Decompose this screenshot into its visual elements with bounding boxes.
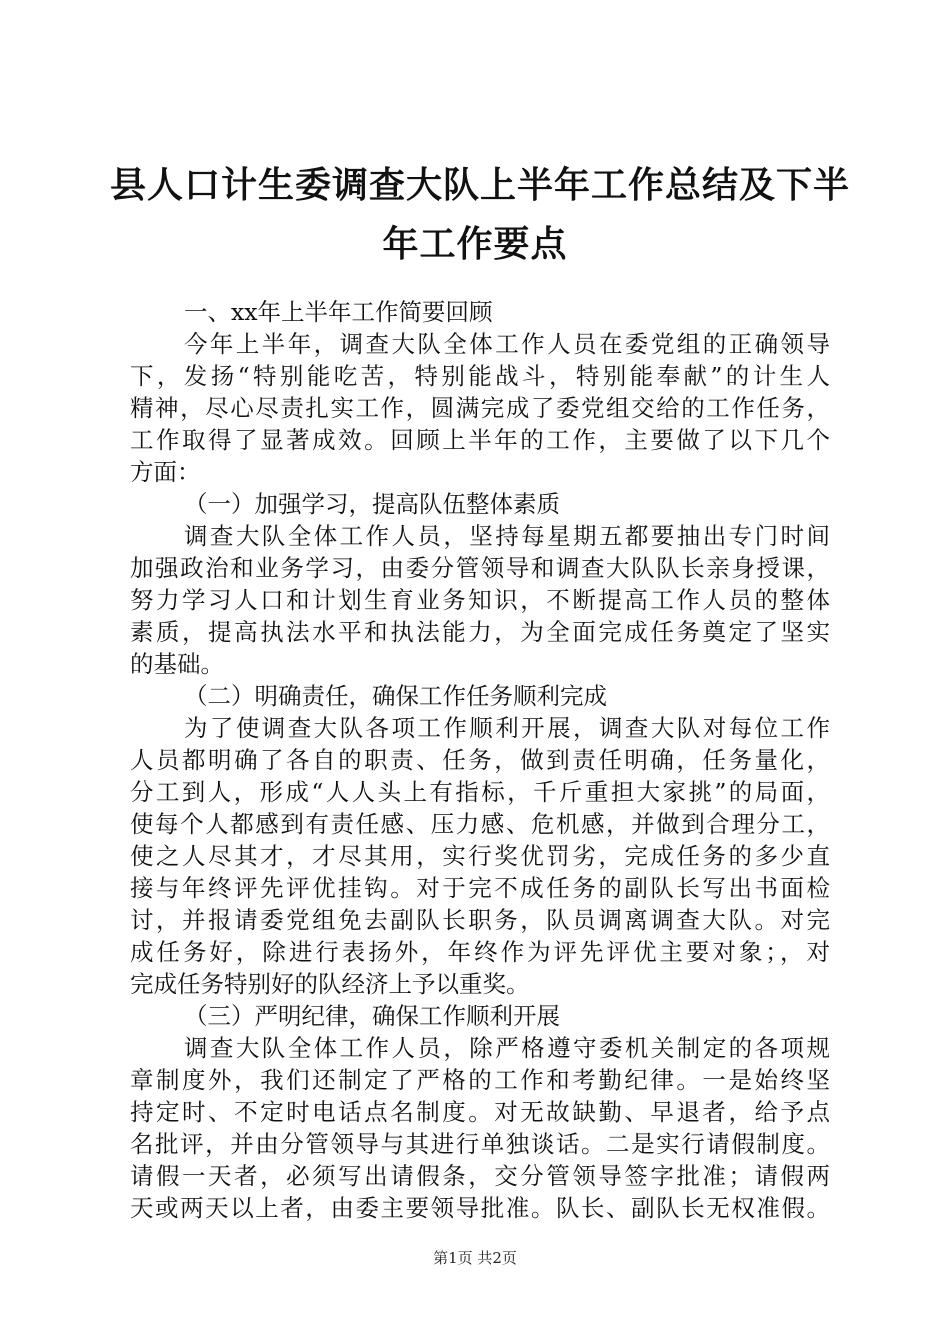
paragraph-line: 天或两天以上者，由委主要领导批准。队长、副队长无权准假。 — [130, 1194, 830, 1222]
paragraph-line: 持定时、不定时电话点名制度。对无故缺勤、早退者，给予点 — [130, 1098, 830, 1126]
paragraph-line: 成任务好，除进行表扬外，年终作为评先评优主要对象；，对 — [130, 938, 830, 966]
document-title-line-2: 年工作要点 — [382, 223, 568, 265]
paragraph-line: 请假一天者，必须写出请假条，交分管领导签字批准；请假两 — [130, 1162, 830, 1190]
paragraph-line: 人员都明确了各自的职责、任务，做到责任明确，任务量化， — [130, 746, 830, 774]
paragraph-line: 名批评，并由分管领导与其进行单独谈话。二是实行请假制度。 — [130, 1130, 830, 1158]
subsection-heading: （一）加强学习，提高队伍整体素质 — [184, 490, 560, 518]
paragraph-line: 方面： — [130, 458, 201, 486]
subsection-heading: （三）严明纪律，确保工作顺利开展 — [184, 1002, 560, 1030]
paragraph-line: 使每个人都感到有责任感、压力感、危机感，并做到合理分工， — [130, 810, 830, 838]
paragraph-line: 为了使调查大队各项工作顺利开展，调查大队对每位工作 — [184, 714, 830, 742]
document-body — [130, 296, 830, 1224]
document-title-line-1: 县人口计生委调查大队上半年工作总结及下半 — [110, 164, 851, 206]
paragraph-line: 的基础。 — [130, 650, 224, 678]
paragraph-line: 章制度外，我们还制定了严格的工作和考勤纪律。一是始终坚 — [130, 1066, 830, 1094]
section-heading: 一、xx年上半年工作简要回顾 — [184, 298, 493, 326]
paragraph-line: 使之人尽其才，才尽其用，实行奖优罚劣，完成任务的多少直 — [130, 842, 830, 870]
paragraph-line: 完成任务特别好的队经济上予以重奖。 — [130, 970, 530, 998]
paragraph-line: 素质，提高执法水平和执法能力，为全面完成任务奠定了坚实 — [130, 618, 830, 646]
subsection-heading: （二）明确责任，确保工作任务顺利完成 — [184, 682, 607, 710]
paragraph-line: 努力学习人口和计划生育业务知识，不断提高工作人员的整体 — [130, 586, 830, 614]
paragraph-line: 讨，并报请委党组免去副队长职务，队员调离调查大队。对完 — [130, 906, 830, 934]
paragraph-line: 工作取得了显著成效。回顾上半年的工作，主要做了以下几个 — [130, 426, 830, 454]
paragraph-line: 接与年终评先评优挂钩。对于完不成任务的副队长写出书面检 — [130, 874, 830, 902]
paragraph-line: 加强政治和业务学习，由委分管领导和调查大队队长亲身授课， — [130, 554, 830, 582]
paragraph-line: 分工到人，形成“人人头上有指标，千斤重担大家挑”的局面， — [130, 778, 830, 806]
paragraph-line: 调查大队全体工作人员，坚持每星期五都要抽出专门时间 — [184, 522, 830, 550]
paragraph-line: 调查大队全体工作人员，除严格遵守委机关制定的各项规 — [184, 1034, 830, 1062]
paragraph-line: 精神，尽心尽责扎实工作，圆满完成了委党组交给的工作任务， — [130, 394, 830, 422]
paragraph-line: 今年上半年，调查大队全体工作人员在委党组的正确领导 — [184, 330, 830, 358]
paragraph-line: 下，发扬“特别能吃苦，特别能战斗，特别能奉献”的计生人 — [130, 362, 830, 390]
page-footer: 第1页 共2页 — [433, 1249, 517, 1267]
